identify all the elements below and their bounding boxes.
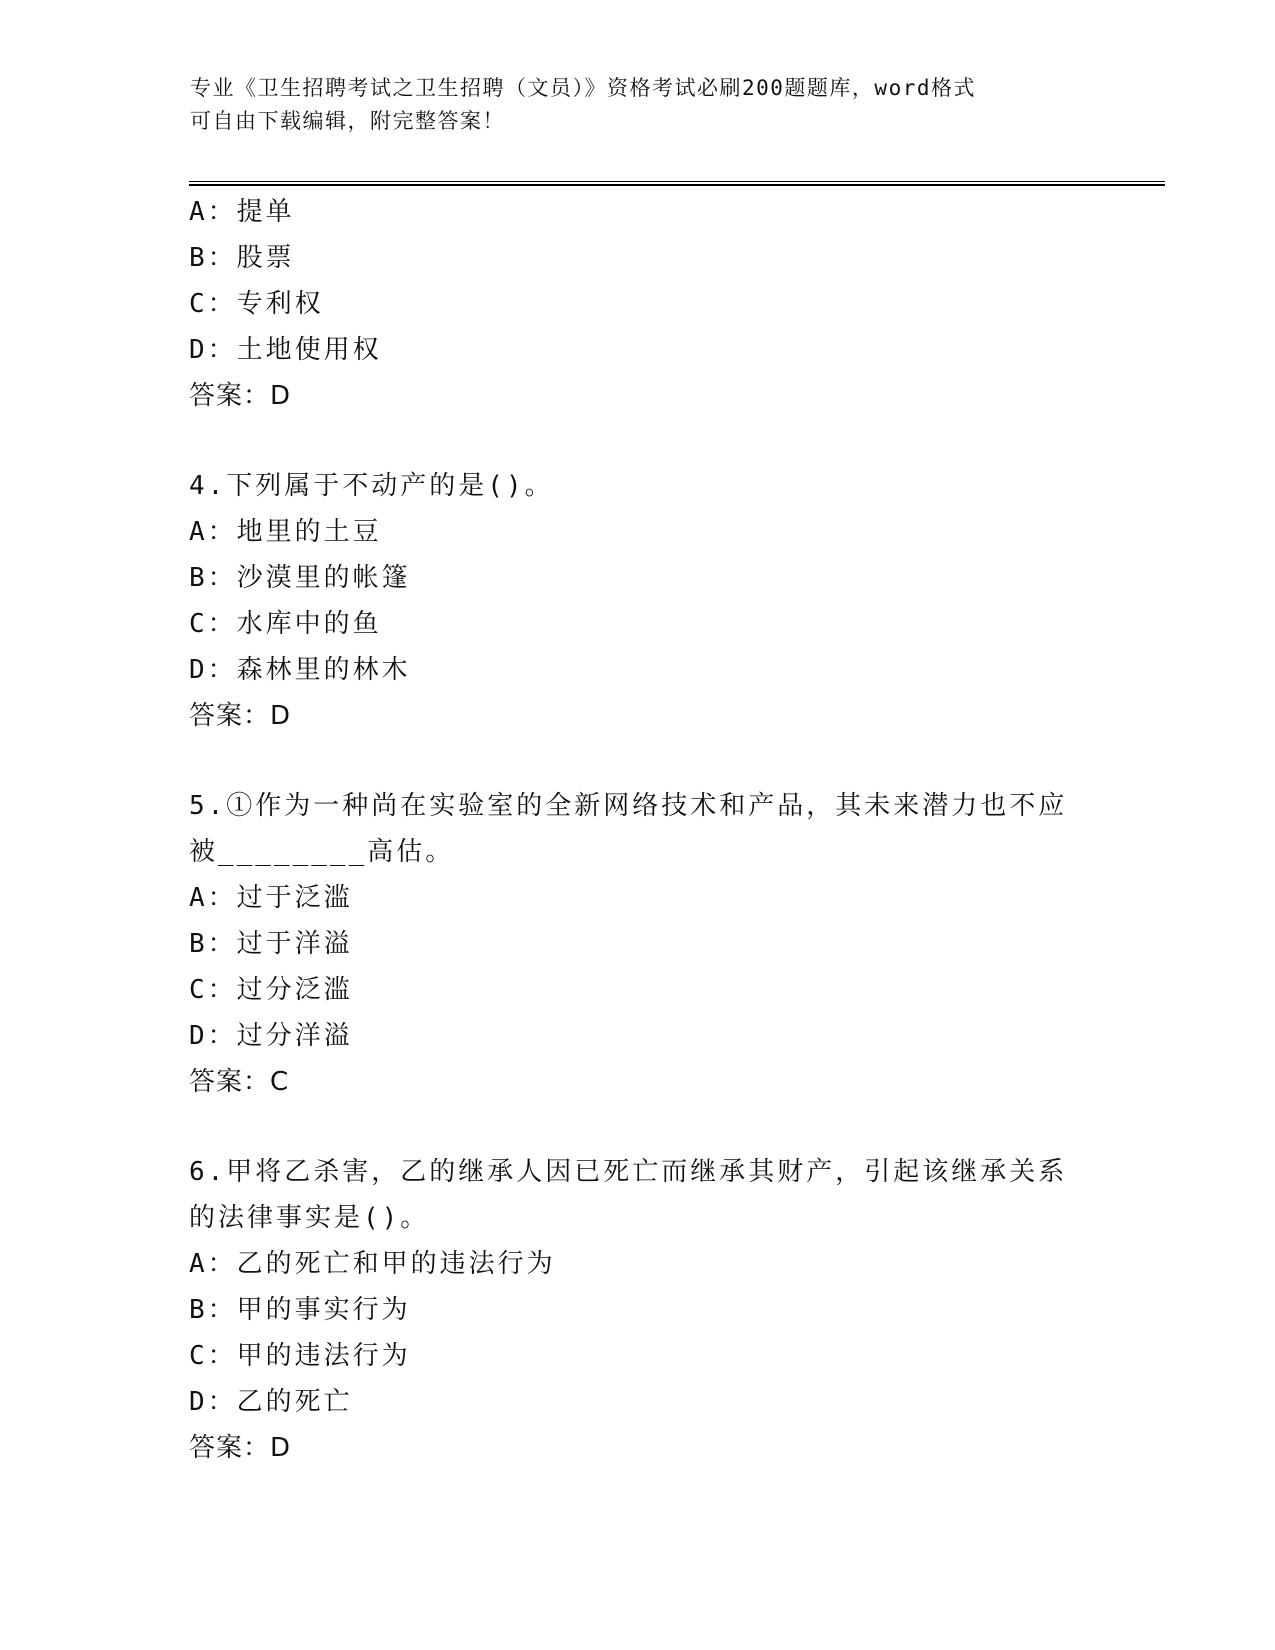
header-line-2: 可自由下载编辑，附完整答案！ [190,109,505,133]
answer: 答案：D [189,701,292,731]
option-b: B：股票 [189,243,295,273]
question-stem-line-1: 6.甲将乙杀害，乙的继承人因已死亡而继承其财产，引起该继承关系 [189,1157,1068,1187]
question-3-options [189,189,1089,419]
option-b: B：沙漠里的帐篷 [189,563,411,593]
option-c: C：水库中的鱼 [189,609,382,639]
question-list [189,189,1089,1471]
option-d: D：土地使用权 [189,335,382,365]
option-a: A：提单 [189,197,295,227]
option-d: D：乙的死亡 [189,1387,353,1417]
header-divider [189,181,1165,186]
answer: 答案：D [189,1433,292,1463]
option-a: A：地里的土豆 [189,517,382,547]
question-6 [189,1149,1089,1471]
question-stem-line-2: 被________高估。 [189,837,455,867]
option-a: A：过于泛滥 [189,883,353,913]
option-b: B：过于洋溢 [189,929,353,959]
header-line-1: 专业《卫生招聘考试之卫生招聘（文员）》资格考试必刷200题题库，word格式 [190,76,976,100]
question-stem: 4.下列属于不动产的是()。 [189,471,554,501]
option-c: C：过分泛滥 [189,975,353,1005]
option-b: B：甲的事实行为 [189,1295,411,1325]
option-c: C：甲的违法行为 [189,1341,411,1371]
answer: 答案：D [189,381,292,411]
option-c: C：专利权 [189,289,324,319]
question-4 [189,463,1089,739]
question-stem-line-1: 5.①作为一种尚在实验室的全新网络技术和产品，其未来潜力也不应 [189,791,1068,821]
option-d: D：过分洋溢 [189,1021,353,1051]
document-header [190,72,1090,138]
answer: 答案：C [189,1067,290,1097]
option-a: A：乙的死亡和甲的违法行为 [189,1249,556,1279]
question-5 [189,783,1089,1105]
option-d: D：森林里的林木 [189,655,411,685]
question-stem-line-2: 的法律事实是()。 [189,1203,430,1233]
